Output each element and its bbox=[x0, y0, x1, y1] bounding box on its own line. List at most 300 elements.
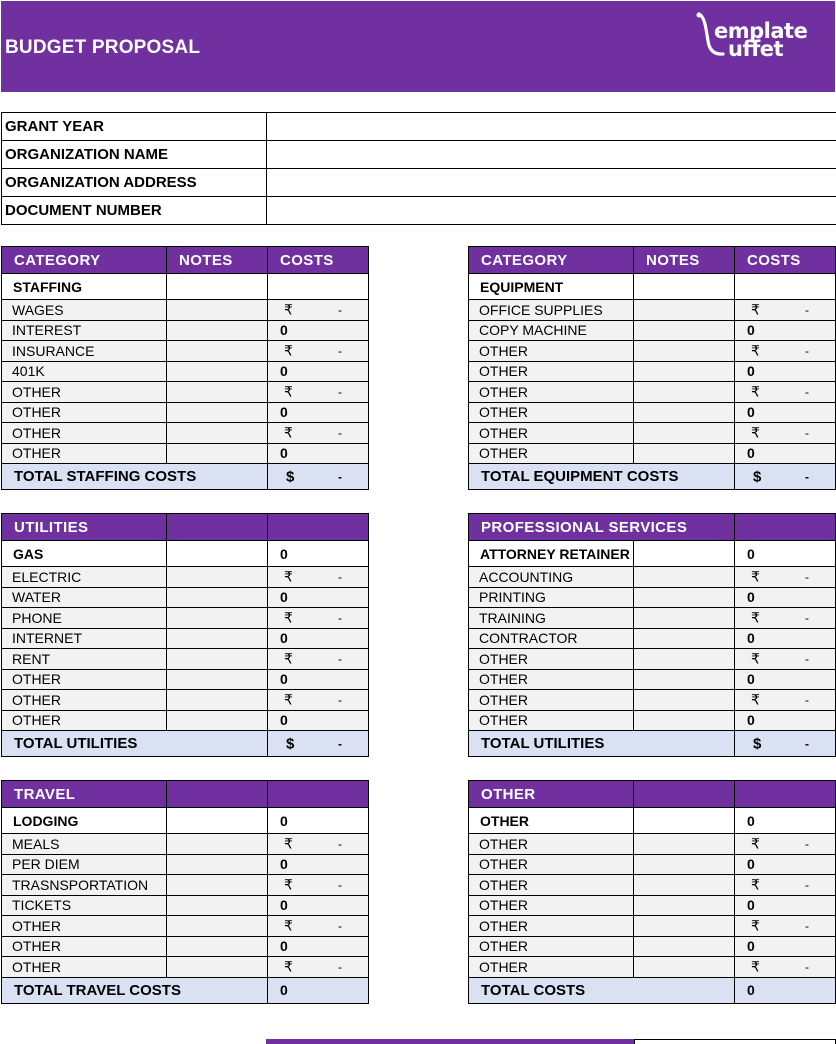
notes-cell[interactable] bbox=[167, 690, 268, 711]
info-row bbox=[2, 197, 836, 225]
cost-value: - bbox=[805, 959, 809, 974]
cost-cell[interactable] bbox=[268, 423, 369, 444]
total-row bbox=[469, 977, 836, 1003]
total-label: TOTAL COSTS bbox=[469, 977, 735, 1003]
category-label: TICKETS bbox=[2, 895, 167, 916]
notes-cell[interactable] bbox=[634, 541, 735, 567]
currency-symbol: ₹ bbox=[284, 876, 293, 893]
bottom-header-bar bbox=[266, 1039, 634, 1044]
notes-cell[interactable] bbox=[167, 274, 268, 300]
cost-value: 0 bbox=[747, 545, 755, 562]
section-header-row bbox=[469, 247, 836, 274]
budget-row bbox=[469, 834, 836, 855]
notes-cell[interactable] bbox=[167, 320, 268, 341]
budget-row bbox=[469, 875, 836, 896]
info-row bbox=[2, 141, 836, 169]
cost-cell[interactable] bbox=[735, 402, 836, 423]
cost-value: - bbox=[805, 610, 810, 625]
notes-cell[interactable] bbox=[634, 854, 735, 875]
currency-symbol: $ bbox=[286, 735, 295, 752]
notes-cell[interactable] bbox=[167, 834, 268, 855]
category-label: OTHER bbox=[469, 936, 634, 957]
category-label: OTHER bbox=[2, 916, 167, 937]
currency-symbol: $ bbox=[286, 468, 295, 485]
currency-symbol: ₹ bbox=[751, 568, 760, 585]
cost-value: - bbox=[805, 384, 809, 399]
cost-cell[interactable] bbox=[268, 567, 369, 588]
travel-table bbox=[1, 780, 369, 1004]
budget-row bbox=[2, 361, 369, 382]
category-label: OTHER bbox=[2, 710, 167, 731]
budget-row bbox=[469, 567, 836, 588]
notes-cell[interactable] bbox=[634, 649, 735, 670]
cost-cell[interactable] bbox=[268, 341, 369, 362]
section-header-row bbox=[2, 514, 369, 541]
cost-cell[interactable] bbox=[268, 957, 369, 978]
notes-cell[interactable] bbox=[167, 957, 268, 978]
cost-value: 0 bbox=[280, 856, 288, 873]
section-header-row bbox=[2, 247, 369, 274]
total-label: TOTAL UTILITIES bbox=[469, 731, 735, 757]
cost-cell[interactable] bbox=[735, 423, 836, 444]
section-header-label: UTILITIES bbox=[2, 514, 167, 541]
notes-cell[interactable] bbox=[634, 361, 735, 382]
currency-symbol: ₹ bbox=[284, 835, 293, 852]
category-label: WAGES bbox=[2, 300, 167, 321]
total-row bbox=[2, 464, 369, 490]
cost-cell[interactable] bbox=[268, 300, 369, 321]
budget-row bbox=[469, 320, 836, 341]
budget-row bbox=[2, 274, 369, 300]
cost-value: 0 bbox=[280, 363, 288, 380]
section-header-label: CATEGORY bbox=[469, 247, 634, 274]
budget-row bbox=[469, 808, 836, 834]
cost-value: 0 bbox=[747, 589, 755, 606]
category-label: PHONE bbox=[2, 608, 167, 629]
cost-value: - bbox=[805, 918, 809, 933]
section-header-row bbox=[469, 514, 836, 541]
notes-cell[interactable] bbox=[634, 834, 735, 855]
cost-cell[interactable] bbox=[735, 300, 836, 321]
cost-cell[interactable] bbox=[735, 382, 836, 403]
cost-cell[interactable] bbox=[735, 628, 836, 649]
section-header-costs bbox=[735, 514, 836, 541]
currency-symbol: ₹ bbox=[751, 383, 760, 400]
category-label: INTERNET bbox=[2, 628, 167, 649]
cost-cell[interactable] bbox=[735, 690, 836, 711]
cost-value: - bbox=[338, 343, 342, 358]
notes-cell[interactable] bbox=[167, 895, 268, 916]
cost-value: 0 bbox=[280, 712, 288, 729]
budget-row bbox=[469, 936, 836, 957]
cost-value: - bbox=[805, 569, 810, 584]
cost-value: 0 bbox=[747, 982, 755, 998]
notes-cell[interactable] bbox=[167, 649, 268, 670]
cost-cell[interactable] bbox=[735, 649, 836, 670]
category-label: STAFFING bbox=[2, 274, 167, 300]
cost-cell[interactable] bbox=[735, 875, 836, 896]
category-label: OTHER bbox=[469, 957, 634, 978]
notes-cell[interactable] bbox=[167, 402, 268, 423]
cost-cell[interactable] bbox=[735, 834, 836, 855]
total-label: TOTAL EQUIPMENT COSTS bbox=[469, 464, 735, 490]
cost-cell[interactable] bbox=[268, 361, 369, 382]
budget-row bbox=[2, 567, 369, 588]
budget-row bbox=[2, 690, 369, 711]
category-label: OTHER bbox=[469, 895, 634, 916]
cost-value: 0 bbox=[747, 856, 755, 873]
cost-cell[interactable] bbox=[268, 977, 369, 1003]
notes-cell[interactable] bbox=[634, 916, 735, 937]
cost-value: 0 bbox=[747, 363, 755, 380]
notes-cell[interactable] bbox=[634, 274, 735, 300]
staffing-table bbox=[1, 246, 369, 490]
other-table bbox=[468, 780, 836, 1004]
budget-row bbox=[469, 274, 836, 300]
cost-cell[interactable] bbox=[735, 854, 836, 875]
cost-cell[interactable] bbox=[268, 834, 369, 855]
notes-cell[interactable] bbox=[634, 628, 735, 649]
budget-row bbox=[2, 300, 369, 321]
cost-cell[interactable] bbox=[735, 341, 836, 362]
notes-cell[interactable] bbox=[634, 875, 735, 896]
cost-cell[interactable] bbox=[268, 382, 369, 403]
notes-cell[interactable] bbox=[634, 936, 735, 957]
cost-cell[interactable] bbox=[735, 361, 836, 382]
budget-row bbox=[2, 808, 369, 834]
currency-symbol: $ bbox=[753, 468, 762, 485]
section-header-row bbox=[2, 781, 369, 808]
total-label: TOTAL UTILITIES bbox=[2, 731, 268, 757]
cost-cell[interactable] bbox=[268, 936, 369, 957]
notes-cell[interactable] bbox=[634, 423, 735, 444]
currency-symbol: ₹ bbox=[284, 383, 293, 400]
section-header-notes bbox=[634, 781, 735, 808]
cost-value: - bbox=[338, 610, 342, 625]
section-header-label: CATEGORY bbox=[2, 247, 167, 274]
cost-value: 0 bbox=[280, 938, 288, 955]
category-label: OFFICE SUPPLIES bbox=[469, 300, 634, 321]
category-label: OTHER bbox=[469, 916, 634, 937]
section-header-label: PROFESSIONAL SERVICES bbox=[469, 514, 735, 541]
notes-cell[interactable] bbox=[167, 587, 268, 608]
budget-row bbox=[2, 541, 369, 567]
category-label: OTHER bbox=[2, 957, 167, 978]
notes-cell[interactable] bbox=[634, 402, 735, 423]
cost-cell[interactable] bbox=[268, 443, 369, 464]
budget-row bbox=[469, 628, 836, 649]
cost-value: - bbox=[338, 651, 342, 666]
section-header-label: OTHER bbox=[469, 781, 634, 808]
total-label: TOTAL STAFFING COSTS bbox=[2, 464, 268, 490]
budget-row bbox=[469, 402, 836, 423]
info-value-cell[interactable] bbox=[267, 197, 836, 225]
budget-row bbox=[469, 443, 836, 464]
category-label: PER DIEM bbox=[2, 854, 167, 875]
cost-value: - bbox=[805, 302, 809, 317]
budget-row bbox=[469, 957, 836, 978]
notes-cell[interactable] bbox=[634, 608, 735, 629]
header-banner bbox=[1, 1, 835, 92]
budget-row bbox=[469, 690, 836, 711]
notes-cell[interactable] bbox=[167, 875, 268, 896]
category-label: EQUIPMENT bbox=[469, 274, 634, 300]
currency-symbol: ₹ bbox=[751, 342, 760, 359]
cost-cell[interactable] bbox=[735, 977, 836, 1003]
budget-row bbox=[2, 608, 369, 629]
total-row bbox=[469, 731, 836, 757]
currency-symbol: ₹ bbox=[284, 568, 293, 585]
category-label: OTHER bbox=[469, 854, 634, 875]
cost-cell[interactable] bbox=[735, 464, 836, 490]
cost-cell[interactable] bbox=[268, 628, 369, 649]
cost-cell[interactable] bbox=[268, 916, 369, 937]
notes-cell[interactable] bbox=[634, 710, 735, 731]
cost-value: 0 bbox=[747, 671, 755, 688]
info-value-cell[interactable] bbox=[267, 169, 836, 197]
professional-services-table bbox=[468, 513, 836, 757]
cost-value: 0 bbox=[280, 671, 288, 688]
section-header-row bbox=[469, 781, 836, 808]
category-label: OTHER bbox=[2, 402, 167, 423]
budget-row bbox=[469, 710, 836, 731]
cost-cell[interactable] bbox=[268, 854, 369, 875]
info-table bbox=[1, 112, 836, 225]
budget-row bbox=[469, 669, 836, 690]
cost-cell[interactable] bbox=[268, 608, 369, 629]
cost-cell[interactable] bbox=[268, 808, 369, 834]
notes-cell[interactable] bbox=[634, 341, 735, 362]
notes-cell[interactable] bbox=[634, 808, 735, 834]
cost-value: 0 bbox=[747, 630, 755, 647]
budget-row bbox=[2, 957, 369, 978]
budget-row bbox=[469, 382, 836, 403]
cost-value: 0 bbox=[747, 938, 755, 955]
notes-cell[interactable] bbox=[167, 423, 268, 444]
info-value-cell[interactable] bbox=[267, 113, 836, 141]
notes-cell[interactable] bbox=[167, 916, 268, 937]
cost-value: - bbox=[338, 736, 342, 751]
cost-value: 0 bbox=[280, 589, 288, 606]
cost-cell[interactable] bbox=[268, 464, 369, 490]
notes-cell[interactable] bbox=[167, 541, 268, 567]
section-header-notes: NOTES bbox=[634, 247, 735, 274]
budget-row bbox=[2, 628, 369, 649]
category-label: COPY MACHINE bbox=[469, 320, 634, 341]
cost-cell[interactable] bbox=[268, 320, 369, 341]
cost-cell[interactable] bbox=[735, 808, 836, 834]
cost-cell[interactable] bbox=[268, 649, 369, 670]
budget-row bbox=[469, 300, 836, 321]
category-label: TRASNSPORTATION bbox=[2, 875, 167, 896]
cost-cell[interactable] bbox=[268, 402, 369, 423]
cost-cell[interactable] bbox=[268, 587, 369, 608]
currency-symbol: ₹ bbox=[284, 342, 293, 359]
budget-row bbox=[2, 423, 369, 444]
budget-row bbox=[2, 402, 369, 423]
currency-symbol: ₹ bbox=[284, 650, 293, 667]
cost-cell[interactable] bbox=[735, 895, 836, 916]
cost-cell[interactable] bbox=[735, 608, 836, 629]
currency-symbol: ₹ bbox=[751, 609, 760, 626]
section-header-notes bbox=[167, 781, 268, 808]
notes-cell[interactable] bbox=[634, 587, 735, 608]
info-row bbox=[2, 113, 836, 141]
cost-value: - bbox=[805, 736, 810, 751]
category-label: OTHER bbox=[469, 808, 634, 834]
cost-cell[interactable] bbox=[735, 567, 836, 588]
info-value-cell[interactable] bbox=[267, 141, 836, 169]
notes-cell[interactable] bbox=[634, 443, 735, 464]
category-label: OTHER bbox=[469, 669, 634, 690]
cost-cell[interactable] bbox=[735, 916, 836, 937]
budget-row bbox=[2, 710, 369, 731]
currency-symbol: ₹ bbox=[751, 835, 760, 852]
notes-cell[interactable] bbox=[634, 895, 735, 916]
currency-symbol: ₹ bbox=[751, 301, 760, 318]
info-label: ORGANIZATION NAME bbox=[2, 141, 267, 169]
currency-symbol: ₹ bbox=[751, 958, 760, 975]
category-label: OTHER bbox=[469, 690, 634, 711]
cost-cell[interactable] bbox=[268, 690, 369, 711]
cost-cell[interactable] bbox=[735, 936, 836, 957]
notes-cell[interactable] bbox=[167, 300, 268, 321]
currency-symbol: ₹ bbox=[284, 424, 293, 441]
currency-symbol: ₹ bbox=[284, 917, 293, 934]
category-label: INSURANCE bbox=[2, 341, 167, 362]
currency-symbol: ₹ bbox=[284, 691, 293, 708]
budget-row bbox=[469, 341, 836, 362]
cost-cell[interactable] bbox=[735, 710, 836, 731]
cost-value: - bbox=[338, 569, 342, 584]
section-header-costs bbox=[268, 514, 369, 541]
budget-row bbox=[469, 541, 836, 567]
category-label: OTHER bbox=[2, 690, 167, 711]
cost-cell[interactable] bbox=[735, 541, 836, 567]
budget-row bbox=[2, 649, 369, 670]
budget-row bbox=[2, 834, 369, 855]
info-label: GRANT YEAR bbox=[2, 113, 267, 141]
category-label: TRAINING bbox=[469, 608, 634, 629]
notes-cell[interactable] bbox=[167, 628, 268, 649]
cost-cell[interactable] bbox=[735, 443, 836, 464]
category-label: OTHER bbox=[469, 423, 634, 444]
category-label: OTHER bbox=[2, 936, 167, 957]
budget-row bbox=[469, 587, 836, 608]
cost-value: 0 bbox=[747, 322, 755, 339]
cost-value: - bbox=[338, 877, 342, 892]
section-header-label: TRAVEL bbox=[2, 781, 167, 808]
notes-cell[interactable] bbox=[167, 710, 268, 731]
section-header-notes: NOTES bbox=[167, 247, 268, 274]
budget-row bbox=[469, 361, 836, 382]
cost-cell[interactable] bbox=[268, 710, 369, 731]
notes-cell[interactable] bbox=[167, 567, 268, 588]
currency-symbol: ₹ bbox=[751, 691, 760, 708]
cost-value: - bbox=[805, 692, 810, 707]
budget-row bbox=[2, 587, 369, 608]
section-header-costs bbox=[735, 781, 836, 808]
notes-cell[interactable] bbox=[634, 300, 735, 321]
category-label: OTHER bbox=[2, 669, 167, 690]
cost-value: - bbox=[338, 425, 342, 440]
cost-cell[interactable] bbox=[735, 320, 836, 341]
notes-cell[interactable] bbox=[634, 567, 735, 588]
notes-cell[interactable] bbox=[167, 808, 268, 834]
cost-value: 0 bbox=[280, 545, 288, 562]
cost-cell[interactable] bbox=[268, 731, 369, 757]
cost-cell[interactable] bbox=[735, 274, 836, 300]
notes-cell[interactable] bbox=[167, 443, 268, 464]
category-label: OTHER bbox=[469, 710, 634, 731]
cost-value: - bbox=[338, 302, 342, 317]
utilities-table bbox=[1, 513, 369, 757]
cost-cell[interactable] bbox=[268, 274, 369, 300]
cost-cell[interactable] bbox=[268, 669, 369, 690]
notes-cell[interactable] bbox=[167, 341, 268, 362]
cost-cell[interactable] bbox=[735, 731, 836, 757]
budget-row bbox=[2, 320, 369, 341]
notes-cell[interactable] bbox=[167, 936, 268, 957]
category-label: OTHER bbox=[2, 382, 167, 403]
budget-row bbox=[2, 382, 369, 403]
notes-cell[interactable] bbox=[167, 854, 268, 875]
cost-value: - bbox=[805, 469, 809, 484]
cost-cell[interactable] bbox=[735, 587, 836, 608]
notes-cell[interactable] bbox=[634, 669, 735, 690]
category-label: ACCOUNTING bbox=[469, 567, 634, 588]
cost-value: 0 bbox=[280, 812, 288, 829]
cost-cell[interactable] bbox=[735, 669, 836, 690]
notes-cell[interactable] bbox=[634, 382, 735, 403]
cost-value: 0 bbox=[280, 322, 288, 339]
notes-cell[interactable] bbox=[634, 320, 735, 341]
cost-value: - bbox=[805, 877, 809, 892]
notes-cell[interactable] bbox=[167, 361, 268, 382]
budget-row bbox=[2, 669, 369, 690]
category-label: RENT bbox=[2, 649, 167, 670]
cost-value: 0 bbox=[747, 812, 755, 829]
cost-value: 0 bbox=[280, 404, 288, 421]
cost-value: - bbox=[338, 384, 342, 399]
currency-symbol: ₹ bbox=[751, 917, 760, 934]
notes-cell[interactable] bbox=[167, 382, 268, 403]
logo-text-line1: emplate bbox=[714, 19, 808, 43]
category-label: 401K bbox=[2, 361, 167, 382]
notes-cell[interactable] bbox=[634, 690, 735, 711]
budget-row bbox=[469, 916, 836, 937]
currency-symbol: ₹ bbox=[284, 609, 293, 626]
notes-cell[interactable] bbox=[167, 608, 268, 629]
category-label: OTHER bbox=[2, 423, 167, 444]
cost-cell[interactable] bbox=[268, 895, 369, 916]
cost-value: - bbox=[338, 959, 342, 974]
total-row bbox=[2, 731, 369, 757]
budget-row bbox=[2, 854, 369, 875]
total-label: TOTAL TRAVEL COSTS bbox=[2, 977, 268, 1003]
budget-row bbox=[469, 895, 836, 916]
cost-cell[interactable] bbox=[268, 541, 369, 567]
budget-row bbox=[469, 423, 836, 444]
cost-cell[interactable] bbox=[268, 875, 369, 896]
cost-value: 0 bbox=[280, 897, 288, 914]
notes-cell[interactable] bbox=[167, 669, 268, 690]
category-label: PRINTING bbox=[469, 587, 634, 608]
logo-text-line2: uffet bbox=[728, 37, 784, 61]
notes-cell[interactable] bbox=[634, 957, 735, 978]
bottom-cell bbox=[634, 1039, 836, 1044]
cost-cell[interactable] bbox=[735, 957, 836, 978]
